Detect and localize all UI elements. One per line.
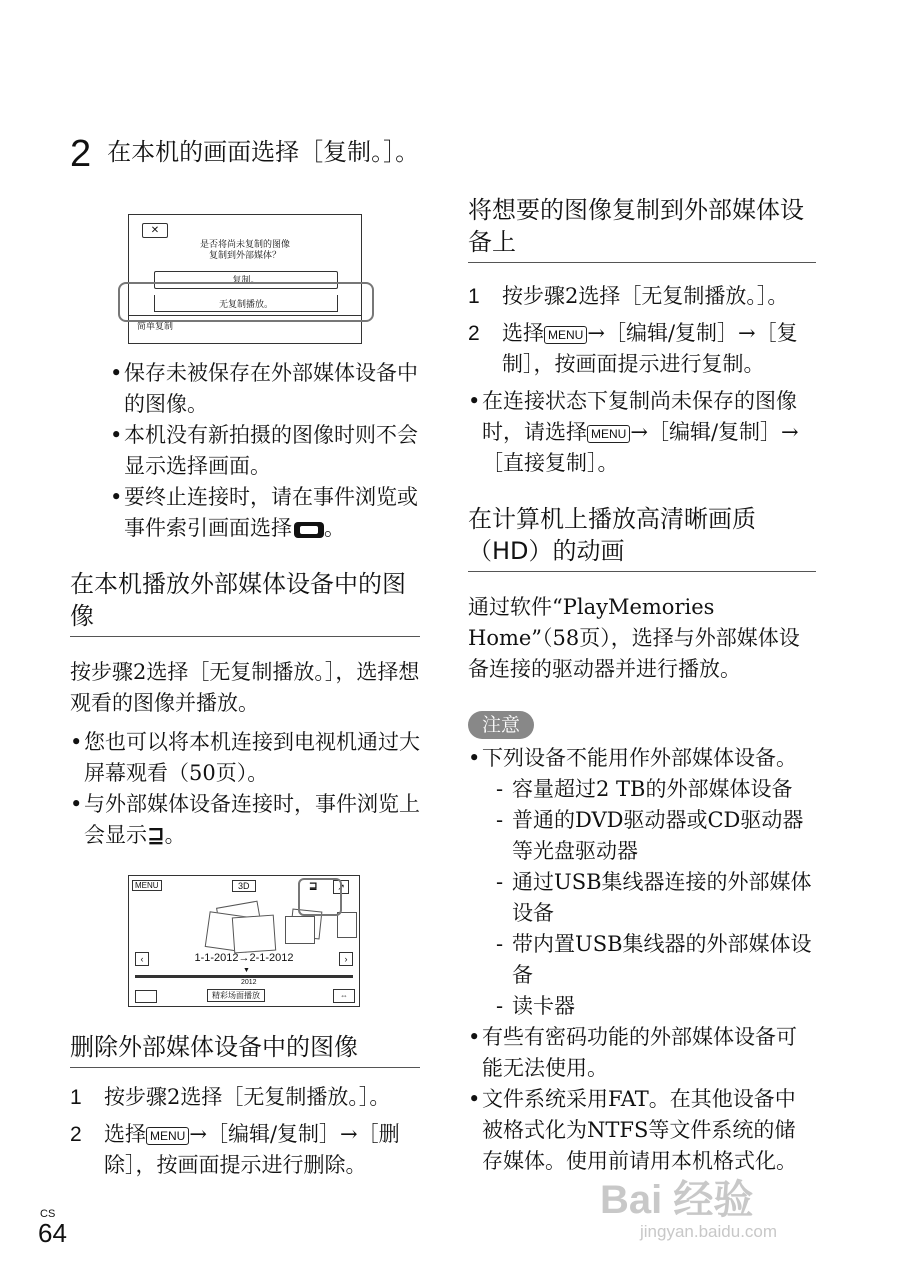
sub-item: - 容量超过2 TB的外部媒体设备 xyxy=(496,774,816,805)
section-title-copy: 将想要的图像复制到外部媒体设备上 xyxy=(468,194,816,263)
next-button[interactable]: › xyxy=(339,952,353,966)
sub-item: - 通过USB集线器连接的外部媒体设备 xyxy=(496,867,816,929)
timeline-bar[interactable] xyxy=(135,975,353,978)
dialog-question-line2: 复制到外部媒体？ xyxy=(208,250,281,260)
bullet-item: • 文件系统采用FAT。在其他设备中被格式化为NTFS等文件系统的储存媒体。使用前请用本机格式化。 xyxy=(468,1084,816,1177)
section-title-play-external: 在本机播放外部媒体设备中的图像 xyxy=(70,568,420,637)
language-code: CS xyxy=(40,1208,56,1220)
right-column xyxy=(468,132,816,1177)
event-view-button[interactable] xyxy=(135,990,157,1003)
copy-steps xyxy=(468,281,816,380)
bullet-item: • 要终止连接时，请在事件浏览或事件索引画面选择 。 xyxy=(110,482,420,544)
external-media-icon: ⊒ xyxy=(147,823,165,847)
date-range: 1-1-2012→2-1-2012 xyxy=(194,952,294,964)
sub-item: - 普通的DVD驱动器或CD驱动器等光盘驱动器 xyxy=(496,805,816,867)
menu-key: MENU xyxy=(544,326,587,344)
step-2 xyxy=(70,132,420,176)
playback-mode-icon[interactable]: ↗ xyxy=(333,880,349,894)
sub-item: - 读卡器 xyxy=(496,991,816,1022)
timeline-marker: ▼ xyxy=(243,967,250,974)
step-item: 2 选择 MENU →［编辑/复制］→［复制］，按画面提示进行复制。 xyxy=(468,321,798,376)
copy-button[interactable]: 复制。 xyxy=(154,271,338,289)
watermark-url: jingyan.baidu.com xyxy=(640,1222,778,1241)
note-list xyxy=(468,743,816,1177)
highlight-ring xyxy=(298,878,342,916)
bullet-list-2 xyxy=(70,727,420,851)
watermark-logo: Bai 经验 xyxy=(600,1178,754,1222)
dialog-footer: 简单复制 xyxy=(137,321,174,331)
view-switch-button[interactable]: ⇔ xyxy=(333,989,355,1003)
bullet-item: • 在连接状态下复制尚未保存的图像时，请选择 MENU →［编辑/复制］→［直接复制］。 xyxy=(468,386,816,479)
section-paragraph: 通过软件“PlayMemories Home”（58页），选择与外部媒体设备连接的驱动器并进行播放。 xyxy=(468,595,800,681)
menu-key: MENU xyxy=(587,425,630,443)
highlight-playback-button[interactable]: 精彩场面播放 xyxy=(207,989,265,1002)
thumbnail-stack[interactable] xyxy=(213,900,273,960)
dialog-question-line1: 是否将尚未复制的图像 xyxy=(199,239,290,249)
step-item: 1 按步骤2选择［无复制播放。］。 xyxy=(70,1085,391,1109)
bullet-item: • 下列设备不能用作外部媒体设备。 - 容量超过2 TB的外部媒体设备 - 普通的DVD驱动器或CD驱动器等光盘驱动器 - 通过USB集线器连接的外部媒体设备 - 带内置USB集线器的外部媒体设备 - 读卡器 xyxy=(468,743,816,1022)
menu-button[interactable]: MENU xyxy=(132,880,162,891)
bullet-item: • 有些有密码功能的外部媒体设备可能无法使用。 xyxy=(468,1022,816,1084)
bullet-item: • 保存未被保存在外部媒体设备中的图像。 xyxy=(110,358,420,420)
note-badge: 注意 xyxy=(468,711,534,739)
3d-button[interactable]: 3D xyxy=(232,880,256,892)
page-number: 64 xyxy=(38,1218,67,1248)
close-icon: ✕ xyxy=(150,225,160,236)
step-item: 1 按步骤2选择［无复制播放。］。 xyxy=(468,284,789,308)
sub-list xyxy=(482,774,816,1022)
close-button[interactable] xyxy=(142,223,168,238)
section-paragraph: 按步骤2选择［无复制播放。］，选择想观看的图像并播放。 xyxy=(70,660,420,715)
prev-button[interactable]: ‹ xyxy=(135,952,149,966)
bullet-item: • 本机没有新拍摄的图像时则不会显示选择画面。 xyxy=(110,420,420,482)
bullet-list-1 xyxy=(70,358,420,544)
menu-key: MENU xyxy=(146,1127,189,1145)
copy-dialog-screenshot xyxy=(128,214,362,344)
no-copy-playback-button[interactable]: 无复制播放。 xyxy=(154,295,338,312)
bullet-item: • 与外部媒体设备连接时，事件浏览上会显示⊒。 xyxy=(70,789,420,851)
step-text: 在本机的画面选择［复制。］。 xyxy=(107,138,420,166)
step-number: 2 xyxy=(70,133,92,175)
section-title-pc-playback: 在计算机上播放高清晰画质（HD）的动画 xyxy=(468,503,816,572)
highlight-ring xyxy=(118,282,374,322)
bullet-item: • 您也可以将本机连接到电视机通过大屏幕观看（50页）。 xyxy=(70,727,420,789)
step-item: 2 选择 MENU →［编辑/复制］→［删除］，按画面提示进行删除。 xyxy=(70,1122,400,1177)
timeline-year: 2012 xyxy=(241,979,257,986)
left-column xyxy=(70,132,420,1187)
copy-bullets xyxy=(468,386,816,479)
event-view-icon xyxy=(294,522,324,538)
delete-steps xyxy=(70,1082,420,1181)
section-title-delete: 删除外部媒体设备中的图像 xyxy=(70,1031,420,1068)
sub-item: - 带内置USB集线器的外部媒体设备 xyxy=(496,929,816,991)
external-media-icon: ⊒ xyxy=(309,881,318,892)
